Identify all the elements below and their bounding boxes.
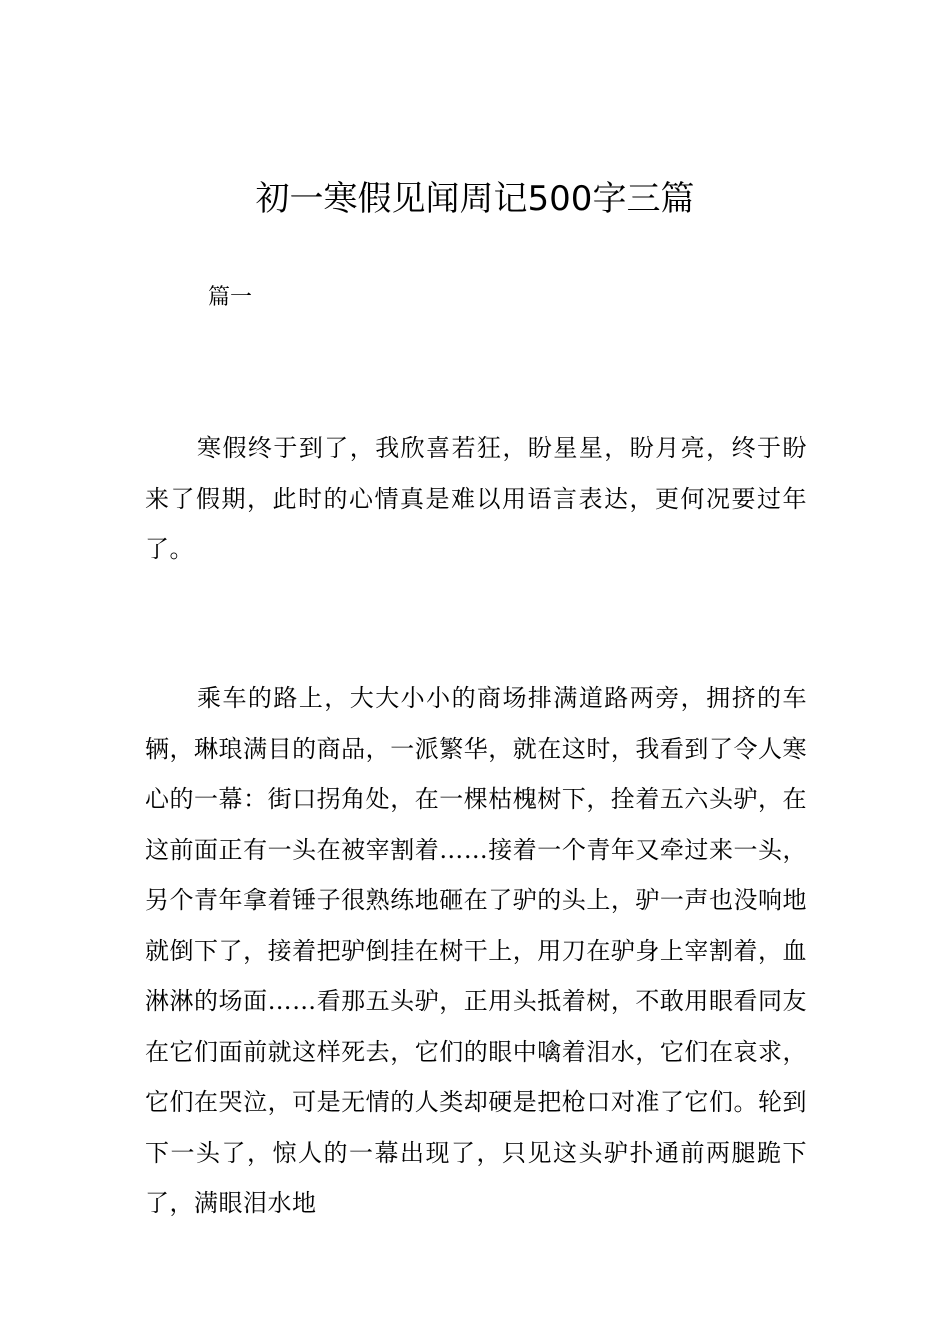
paragraph-1: 寒假终于到了，我欣喜若狂，盼星星，盼月亮，终于盼来了假期，此时的心情真是难以用语言表达，更何况要过年了。 bbox=[145, 434, 807, 563]
document-title: 初一寒假见闻周记500字三篇 bbox=[255, 179, 695, 219]
section-heading: 篇一 bbox=[208, 285, 253, 310]
paragraph-2: 乘车的路上，大大小小的商场排满道路两旁，拥挤的车辆，琳琅满目的商品，一派繁华，就在这时，我看到了令人寒心的一幕：街口拐角处，在一棵枯槐树下，拴着五六头驴，在这前面正有一头在被宰割着……接着一个青年又牵过来一头，另个青年拿着锤子很熟练地砸在了驴的头上，驴一声也没响地就倒下了，接着把驴倒挂在树干上，用刀在驴身上宰割着，血淋淋的场面……看那五头驴，正用头抵着树，不敢用眼看同友在它们面前就这样死去，它们的眼中噙着泪水，它们在哀求，它们在哭泣，可是无情的人类却硬是把枪口对准了它们。轮到下一头了，惊人的一幕出现了，只见这头驴扑通前两腿跪下了，满眼泪水地 bbox=[145, 684, 807, 1217]
